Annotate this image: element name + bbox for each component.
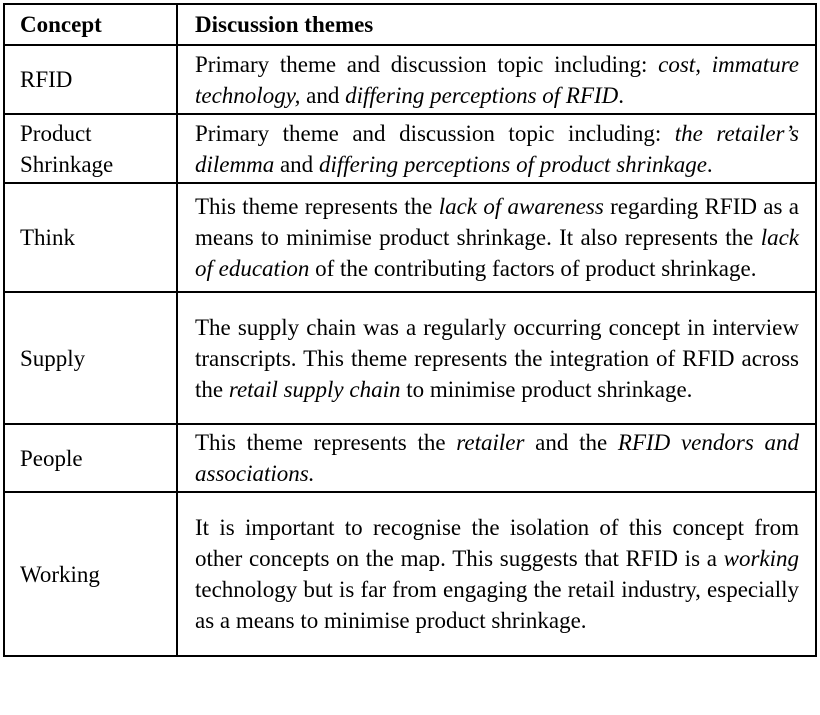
- concept-cell: Product Shrinkage: [4, 114, 177, 183]
- concept-cell: People: [4, 424, 177, 492]
- theme-cell: This theme represents the lack of awareness regarding RFID as a means to minimise product shrinkage. It also represents the lack of education of the contributing factors of product shrinkage.: [177, 183, 816, 292]
- emphasis-text: cost, immature technology,: [195, 51, 800, 108]
- concept-themes-table: [3, 3, 817, 657]
- theme-cell: Primary theme and discussion topic including: the retailer’s dilemma and differing perceptions of product shrinkage.: [177, 114, 816, 183]
- theme-cell: It is important to recognise the isolation of this concept from other concepts on the map. This suggests that RFID is a working technology but is far from engaging the retail industry, especially as a means to minimise product shrinkage.: [177, 492, 816, 656]
- concept-cell: Working: [4, 492, 177, 656]
- emphasis-text: lack of education: [195, 225, 799, 281]
- theme-cell: Primary theme and discussion topic including: cost, immature technology, and differing perceptions of RFID.: [177, 45, 816, 114]
- table-row: [4, 424, 816, 492]
- emphasis-text: the retailer’s dilemma: [195, 120, 800, 177]
- emphasis-text: lack of awareness: [438, 194, 604, 219]
- table-row: [4, 45, 816, 114]
- table-row: [4, 114, 816, 183]
- emphasis-text: working: [723, 546, 799, 571]
- header-concept: Concept: [4, 4, 177, 45]
- header-row: [4, 4, 816, 45]
- theme-cell: The supply chain was a regularly occurring concept in interview transcripts. This theme represents the integration of RFID across the retail supply chain to minimise product shrinkage.: [177, 292, 816, 424]
- concept-cell: Supply: [4, 292, 177, 424]
- concept-cell: Think: [4, 183, 177, 292]
- header-discussion-themes: Discussion themes: [177, 4, 816, 45]
- emphasis-text: retail supply chain: [228, 376, 401, 402]
- table-row: [4, 183, 816, 292]
- theme-cell: This theme represents the retailer and the RFID vendors and associations.: [177, 424, 816, 492]
- concept-cell: RFID: [4, 45, 177, 114]
- emphasis-text: RFID vendors and associations.: [195, 430, 800, 486]
- emphasis-text: differing perceptions of RFID: [345, 82, 619, 108]
- emphasis-text: differing perceptions of product shrinkage: [318, 151, 707, 177]
- table-row: [4, 492, 816, 656]
- emphasis-text: retailer: [456, 430, 525, 455]
- table-row: [4, 292, 816, 424]
